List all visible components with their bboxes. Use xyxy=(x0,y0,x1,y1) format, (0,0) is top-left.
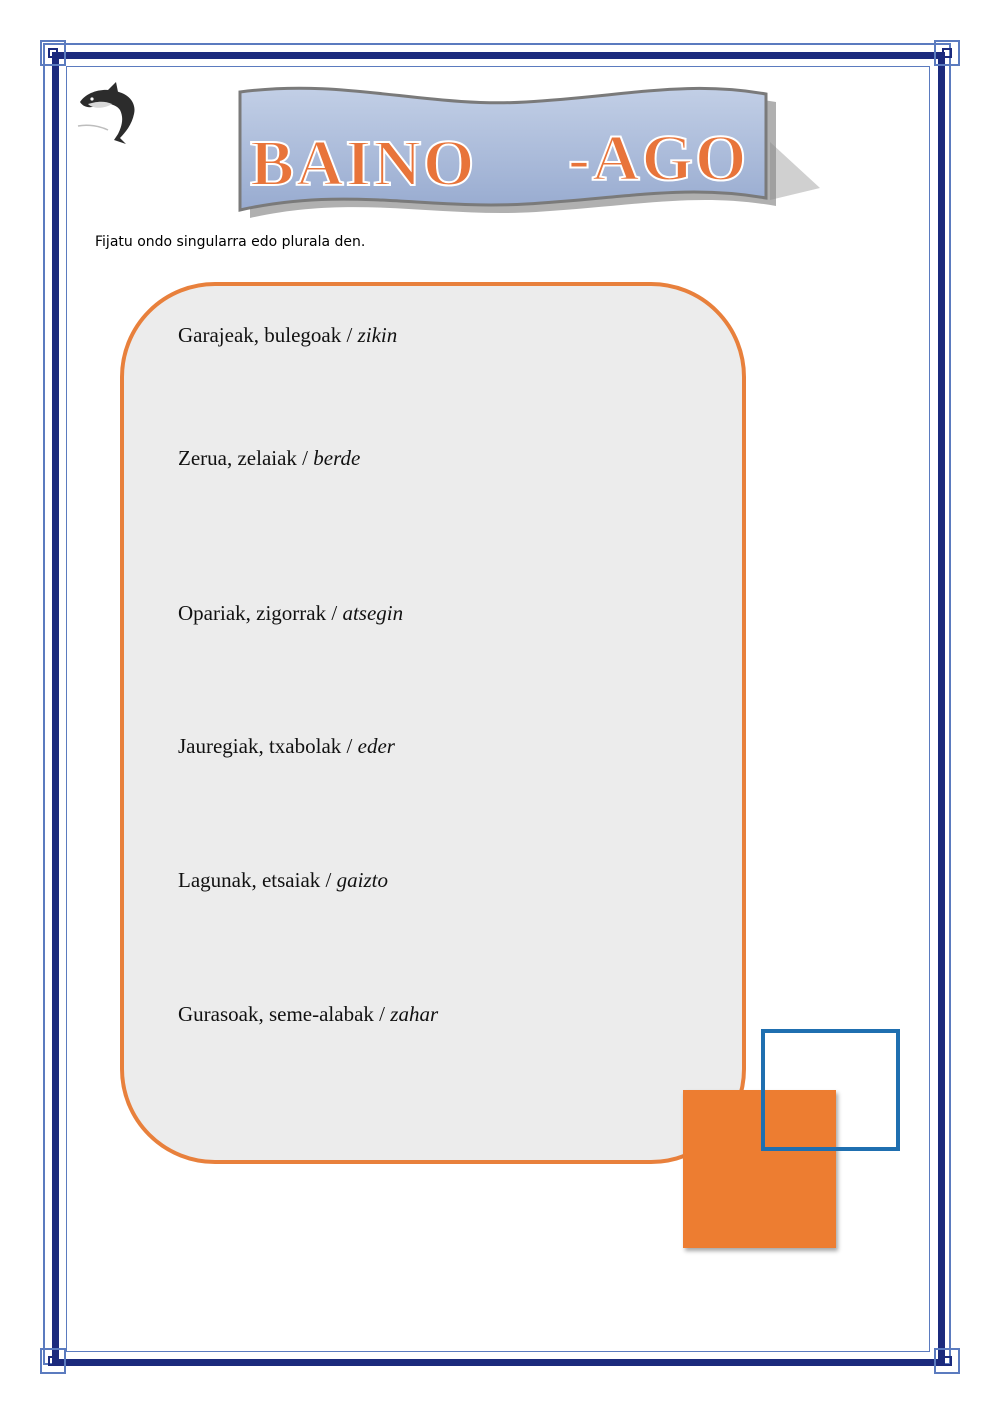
item-nouns: Opariak, zigorrak xyxy=(178,601,327,625)
item-separator: / xyxy=(341,734,358,758)
item-separator: / xyxy=(373,1002,391,1026)
item-adjective: eder xyxy=(357,734,395,758)
item-separator: / xyxy=(296,446,314,470)
frame-corner-top-right xyxy=(934,40,960,66)
item-adjective: gaizto xyxy=(336,868,388,892)
exercise-item xyxy=(178,601,403,626)
item-nouns: Gurasoak, seme-alabak xyxy=(178,1002,374,1026)
item-nouns: Jauregiak, txabolak xyxy=(178,734,342,758)
item-adjective: zikin xyxy=(357,323,398,347)
title-ago: -AGO xyxy=(568,122,749,195)
item-nouns: Lagunak, etsaiak xyxy=(178,868,321,892)
exercise-card xyxy=(120,282,746,1164)
exercise-item xyxy=(178,1002,438,1027)
exercise-item xyxy=(178,868,388,893)
item-separator: / xyxy=(341,323,358,347)
instruction-text: Fijatu ondo singularra edo plurala den. xyxy=(95,234,366,250)
frame-corner-top-left xyxy=(40,40,66,66)
exercise-item xyxy=(178,446,360,471)
frame-corner-bottom-left xyxy=(40,1348,66,1374)
item-adjective: zahar xyxy=(390,1002,439,1026)
item-nouns: Garajeak, bulegoak xyxy=(178,323,342,347)
frame-corner-bottom-right xyxy=(934,1348,960,1374)
item-separator: / xyxy=(320,868,337,892)
title-baino: BAINO xyxy=(250,127,477,200)
decorative-blue-square-outline xyxy=(761,1029,900,1151)
item-adjective: atsegin xyxy=(342,601,404,625)
title-banner xyxy=(230,82,830,230)
dolphin-icon xyxy=(74,80,146,146)
item-adjective: berde xyxy=(313,446,361,470)
item-separator: / xyxy=(326,601,343,625)
item-nouns: Zerua, zelaiak xyxy=(178,446,297,470)
exercise-item xyxy=(178,323,397,348)
exercise-item xyxy=(178,734,395,759)
